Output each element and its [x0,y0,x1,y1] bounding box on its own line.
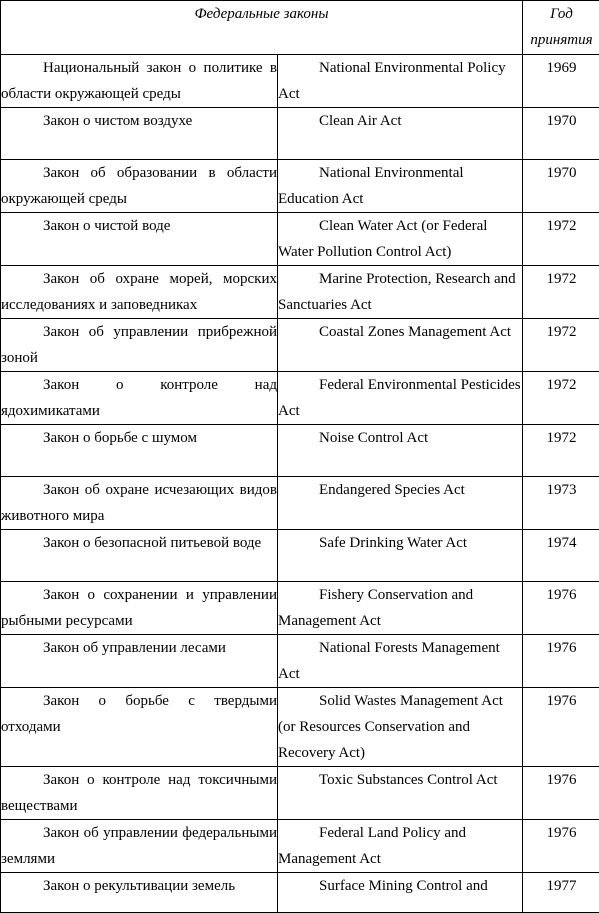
law-name-en: Safe Drinking Water Act [278,530,523,582]
law-name-en: Clean Air Act [278,108,523,160]
table-row [1,108,599,160]
law-name-ru: Закон о безопасной питьевой воде [1,530,278,582]
law-name-ru: Закон об охране исчезающих видов животного мира [1,477,278,530]
law-name-ru: Закон о контроле над ядохимикатами [1,372,278,425]
law-year: 1970 [523,160,599,213]
law-name-ru: Закон об образовании в области окружающей среды [1,160,278,213]
law-name-en: National Environmental Policy Act [278,55,523,108]
header-federal-laws: Федеральные законы [1,1,523,55]
table-row [1,266,599,319]
table-row [1,55,599,108]
law-name-en: Endangered Species Act [278,477,523,530]
law-name-en: Surface Mining Control and [278,873,523,913]
law-year: 1976 [523,582,599,635]
law-year: 1976 [523,635,599,688]
table-row [1,820,599,873]
law-name-en: Toxic Substances Control Act [278,767,523,820]
law-name-en: Fishery Conservation and Management Act [278,582,523,635]
table-row [1,530,599,582]
law-year: 1976 [523,820,599,873]
law-year: 1972 [523,266,599,319]
table-row [1,767,599,820]
table-row [1,582,599,635]
table-row [1,160,599,213]
law-name-ru: Закон о борьбе с шумом [1,425,278,477]
law-year: 1976 [523,767,599,820]
table-row [1,372,599,425]
law-name-en: National Environmental Education Act [278,160,523,213]
law-name-ru: Закон о рекультивации земель [1,873,278,913]
law-year: 1972 [523,319,599,372]
law-name-ru: Закон о борьбе с твердыми отходами [1,688,278,767]
law-year: 1976 [523,688,599,767]
law-year: 1970 [523,108,599,160]
law-name-ru: Закон о чистой воде [1,213,278,266]
law-name-ru: Закон об охране морей, морских исследованиях и заповедниках [1,266,278,319]
law-year: 1969 [523,55,599,108]
law-name-ru: Закон об управлении лесами [1,635,278,688]
table-row [1,635,599,688]
law-year: 1973 [523,477,599,530]
table-header-row [1,1,599,55]
table-row [1,319,599,372]
law-name-ru: Закон о сохранении и управлении рыбными ресурсами [1,582,278,635]
law-name-ru: Закон о контроле над токсичными веществами [1,767,278,820]
law-name-en: Federal Environmental Pesticides Act [278,372,523,425]
law-name-ru: Закон об управлении прибрежной зоной [1,319,278,372]
table-row [1,688,599,767]
law-name-ru: Национальный закон о политике в области окружающей среды [1,55,278,108]
law-name-en: Coastal Zones Management Act [278,319,523,372]
table-row [1,425,599,477]
law-name-en: Noise Control Act [278,425,523,477]
law-name-en: National Forests Management Act [278,635,523,688]
law-year: 1972 [523,425,599,477]
table-row [1,213,599,266]
law-year: 1977 [523,873,599,913]
law-year: 1974 [523,530,599,582]
law-name-en: Marine Protection, Research and Sanctuaries Act [278,266,523,319]
law-name-en: Solid Wastes Management Act (or Resources Conservation and Recovery Act) [278,688,523,767]
law-year: 1972 [523,372,599,425]
law-name-en: Federal Land Policy and Management Act [278,820,523,873]
law-year: 1972 [523,213,599,266]
law-name-ru: Закон об управлении федеральными землями [1,820,278,873]
law-name-en: Clean Water Act (or Federal Water Pollution Control Act) [278,213,523,266]
table-row [1,873,599,913]
law-name-ru: Закон о чистом воздухе [1,108,278,160]
table-row [1,477,599,530]
header-year-adopted: Год принятия [523,1,599,55]
